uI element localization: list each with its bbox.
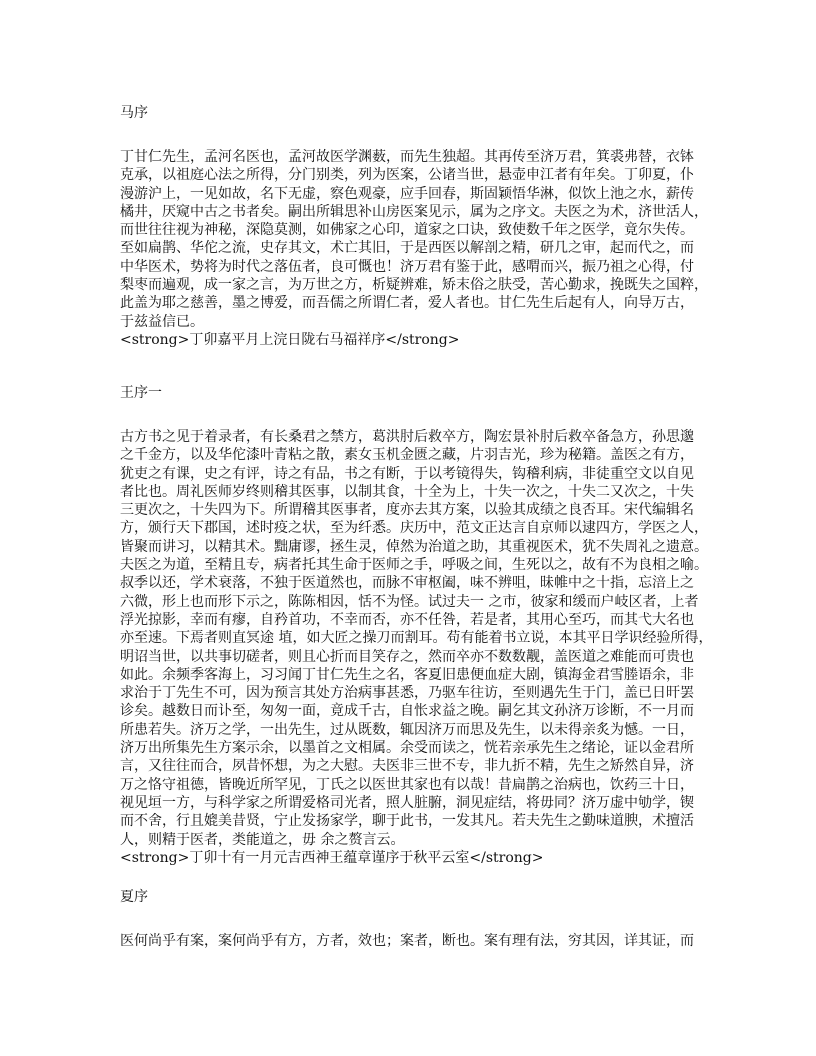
text-line: 橘井，厌窥中古之书者矣。嗣出所辑思补山房医案见示，属为之序文。夫医之为术，济世活人， — [120, 203, 708, 220]
text-line: 所患若失。济万之学，一出先生，过从既数，辄因济万而思及先生，以未得亲炙为憾。一日， — [120, 721, 694, 738]
text-line: 求治于丁先生不可，因为预言其处方治病事甚悉，乃驱车往访，至则遇先生于门，盖已日旰罢 — [120, 685, 694, 702]
section-body — [120, 148, 708, 349]
section-title: 马序 — [120, 105, 148, 121]
text-line: 医何尚乎有案，案何尚乎有方，方者，效也；案者，断也。案有理有法，穷其因，详其证，而 — [120, 933, 694, 949]
section-title: 王序一 — [120, 385, 162, 401]
text-line: 梨枣而遍观，成一家之言，为万世之方，析疑辨难，矫末俗之肤受，苦心勤求，挽既失之国粹， — [120, 277, 708, 294]
text-line: 六微，形上也而形下示之，陈陈相因，恬不为怪。试过夫一 之市，彼家和缓而户岐区者，上者 — [120, 593, 699, 610]
text-line: 至如扁鹊、华佗之流，史存其文，术亡其旧，于是西医以解剖之精，研几之审，起而代之，而 — [120, 240, 694, 257]
text-line: 丁甘仁先生，孟河名医也，孟河故医学渊薮，而先生独超。其再传至济万君，箕裘弗替，衣钵 — [120, 149, 694, 165]
text-line: 叔季以还，学术衰落，不独于医道然也，而脉不审枢阖，味不辨咀，昧帷中之十指，忘涪上之 — [120, 575, 694, 592]
signature-line: <strong>丁卯嘉平月上浣日陇右马福祥序</strong> — [120, 331, 460, 348]
text-line: 济万出所集先生方案示余，以墨首之文相属。余受而读之，恍若亲承先生之绪论，证以金君所 — [120, 740, 694, 757]
text-line: 此盖为耶之慈善，墨之博爱，而吾儒之所谓仁者，爱人者也。甘仁先生后起有人，向导万古， — [120, 295, 694, 312]
text-line: 视见垣一方，与科学家之所谓爱格司光者，照人脏腑，洞见症结，将毋同？济万虚中劬学，锲 — [120, 794, 694, 811]
text-line: 万之恪守祖德，皆晚近所罕见，丁氏之以医世其家也有以哉！昔扁鹊之治病也，饮药三十日， — [120, 776, 694, 793]
text-line: 三更次之，十失四为下。所谓稽其医事者，度亦去其方案，以验其成绩之良否耳。宋代编辑名 — [120, 502, 694, 519]
text-line: 古方书之见于着录者，有长桑君之禁方，葛洪肘后救卒方，陶宏景补肘后救卒备急方，孙思邈 — [120, 429, 694, 445]
text-line: 人，则精于医者，类能道之，毋 余之赘言云。 — [120, 831, 405, 848]
text-line: 而不舍，行且媲美昔贤，宁止发扬家学，聊于此书，一发其凡。若夫先生之勤味道腴，术擅活 — [120, 813, 694, 830]
text-line: 之千金方，以及华佗漆叶青粘之散，素女玉机金匮之藏，片羽吉光，珍为秘籍。盖医之有方， — [120, 447, 694, 464]
text-line: 中华医术，势将为时代之落伍者，良可慨也！济万君有鉴于此，感喟而兴，振乃祖之心得，付 — [120, 258, 694, 275]
signature-line: <strong>丁卯十有一月元吉西神王蕴章谨序于秋平云室</strong> — [120, 849, 544, 866]
text-line: 漫游沪上，一见如故，名下无虚，察色观豪，应手回春，斯固颖悟华淋，似饮上池之水，薪传 — [120, 185, 694, 202]
text-line: 者比也。周礼医师岁终则稽其医事，以制其食，十全为上，十失一次之，十失二又次之，十失 — [120, 483, 694, 500]
section-title: 夏序 — [120, 889, 148, 905]
text-line: 亦至速。下焉者则直冥途 埴，如大匠之操刀而割耳。苟有能着书立说，本其平日学识经验所得， — [120, 630, 713, 647]
text-line: 夫医之为道，至精且专，病者托其生命于医师之手，呼吸之间，生死以之，故有不为良相之喻。 — [120, 557, 708, 574]
text-line: 明诏当世，以共事切磋者，则且心折而目笑存之，然而卒亦不数数觏，盖医道之难能而可贵也 — [120, 648, 694, 665]
text-line: 皆聚而讲习，以精其术。黜庸谬，拯生灵，倬然为治道之助，其重视医术，犹不失周礼之遗意。 — [120, 538, 708, 555]
text-line: 浮光掠影，幸而有瘳，自矜首功，不幸而否，亦不任咎，若是者，其用心至巧，而其弋大名也 — [120, 611, 694, 628]
text-line: 如此。余频季客海上，习习闻丁甘仁先生之名，客夏旧患便血症大剧，镇海金君雪塍语余，非 — [120, 666, 694, 683]
text-line: 诊矣。越数日而讣至，匆匆一面，竟成千古，自怅求益之晚。嗣乞其文孙济万诊断，不一月而 — [120, 703, 694, 720]
text-line: 克承，以祖庭心法之所得，分门别类，列为医案，公诸当世，悬壶申江者有年矣。丁卯夏，仆 — [120, 167, 694, 184]
text-line: 方，颁行天下郡国，述时疫之状，至为纤悉。庆历中，范文正达言自京师以逮四方，学医之人， — [120, 520, 708, 537]
text-line: 而世往往视为神秘，深隐莫测，如佛家之心印，道家之口诀，致使数千年之医学，竟尔失传。 — [120, 222, 694, 239]
section-body — [120, 428, 713, 867]
text-line: 言，又往往而合，夙昔怀想，为之大慰。夫医非三世不专，非九折不精，先生之矫然自异，济 — [120, 758, 694, 775]
text-line: 犹吏之有课，史之有评，诗之有品，书之有断，于以考镜得失，钩稽利病，非徒重空文以自见 — [120, 465, 694, 482]
text-line: 于兹益信已。 — [120, 313, 204, 330]
section-body — [120, 932, 700, 950]
